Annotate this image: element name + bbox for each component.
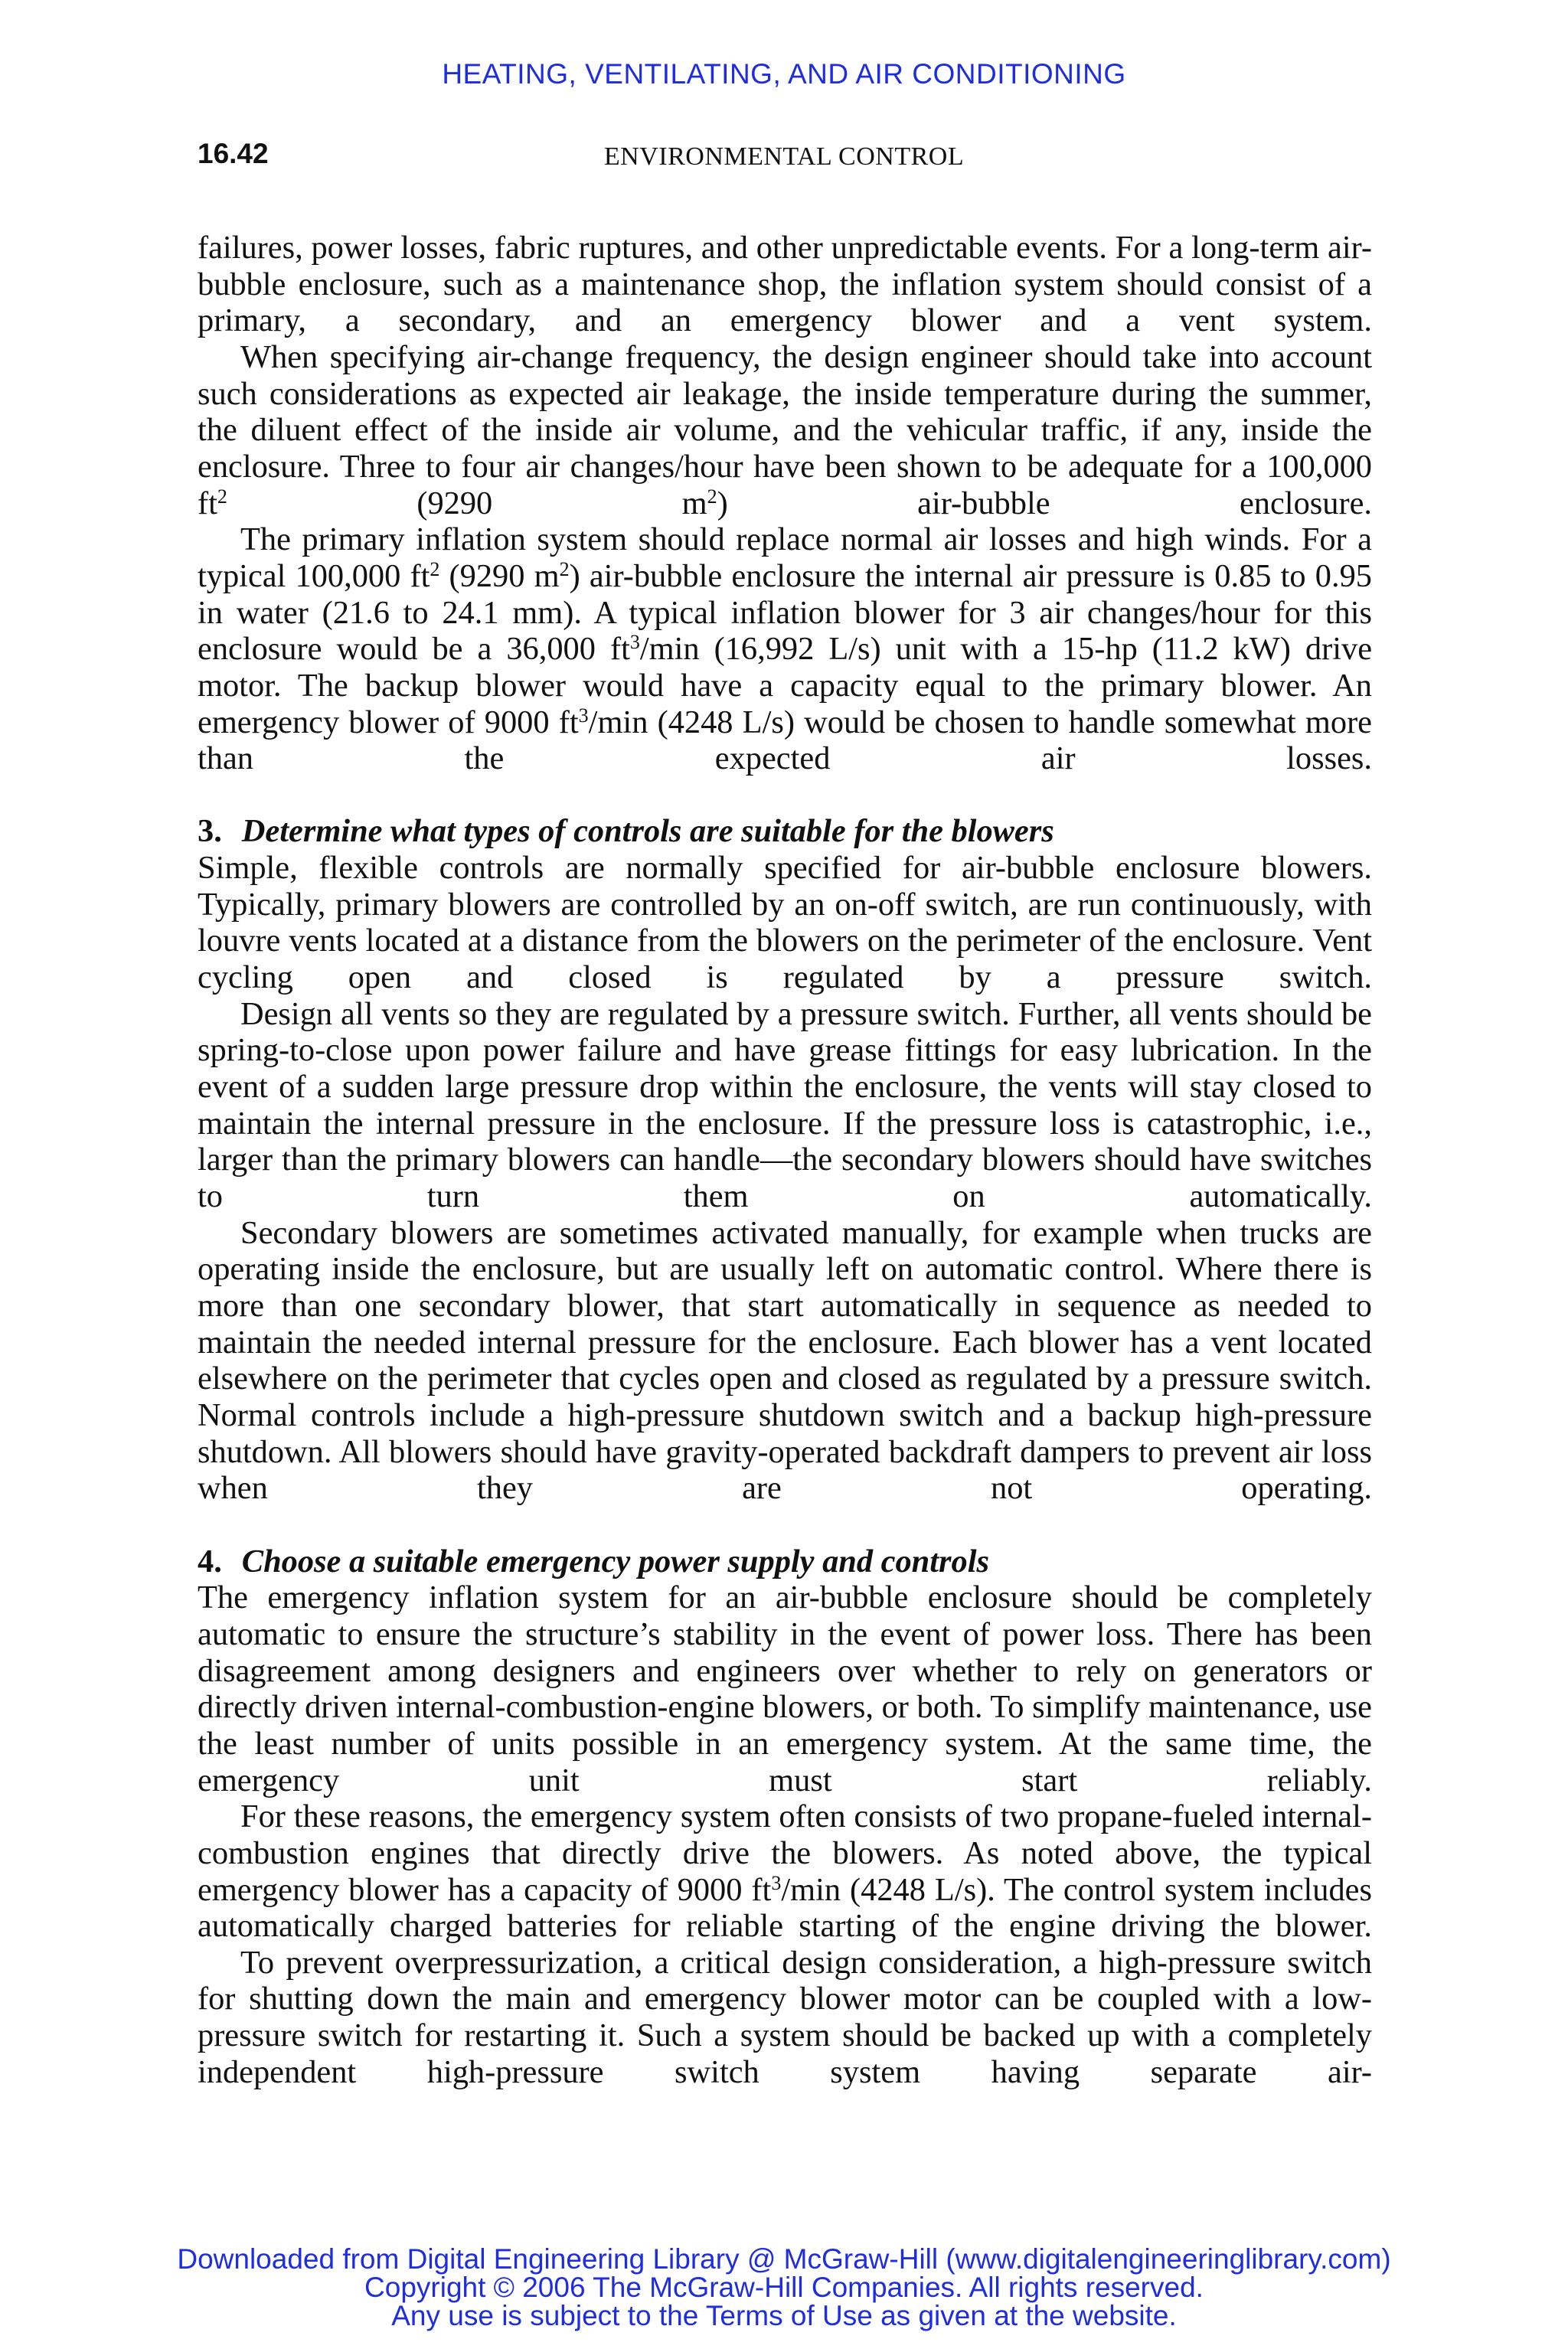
superscript: 2 — [430, 557, 440, 580]
footer — [0, 2245, 1568, 2330]
paragraph-3-text-c: ) air-bubble enclosure the internal air pressure is 0.85 to 0.95 in water (21.6 to 24.1 mm). A typical inflation blower for 3 air changes/hour for this enclosure would be a 36,000 ft — [198, 557, 1372, 668]
page-number: 16.42 — [198, 138, 269, 169]
superscript: 2 — [559, 557, 570, 580]
paragraph-5: Design all vents so they are regulated by a pressure switch. Further, all vents should be spring-to-close upon power failure and have grease fittings for easy lubrication. In the event of a sudden large pressure drop within the enclosure, the vents will stay closed to maintain the internal pressure in the enclosure. If the pressure loss is catastrophic, i.e., larger than the primary blowers can handle—the secondary blowers should have switches to turn them on automatically. — [198, 995, 1372, 1215]
paragraph-7: The emergency inflation system for an air-bubble enclosure should be completely automatic to ensure the structure’s stability in the event of power loss. There has been disagreement among designers and engineers over whether to rely on generators or directly driven internal-combustion-engine blowers, or both. To simplify maintenance, use the least number of units possible in an emergency system. At the same time, the emergency unit must start reliably. — [198, 1579, 1372, 1798]
footer-download-link[interactable]: Downloaded from Digital Engineering Library @ McGraw-Hill (www.digitalengineeringlibrary.com) — [177, 2243, 1391, 2275]
step-3-number: 3. — [198, 813, 222, 850]
paragraph-1: failures, power losses, fabric ruptures, and other unpredictable events. For a long-term air-bubble enclosure, such as a maintenance shop, the inflation system should consist of a primary, a secondary, and an emergency blower and a vent system. — [198, 230, 1372, 339]
paragraph-3-text-d: /min (16,992 L/s) unit with a 15-hp (11.2 kW) drive motor. The backup blower would have a capacity equal to the primary blower. An emergency blower of 9000 ft — [198, 631, 1373, 740]
paragraph-2 — [198, 339, 1372, 521]
step-4-heading — [198, 1544, 1372, 1580]
paragraph-8 — [198, 1798, 1372, 1945]
superscript: 3 — [771, 1871, 782, 1894]
paragraph-2-text-a: When specifying air-change frequency, the design engineer should take into account such considerations as expected air leakage, the inside temperature during the summer, the diluent effect of the inside air volume, and the vehicular traffic, if any, inside the enclosure. Three to four air changes/hour have been shown to be adequate for a 100,000 ft — [198, 338, 1372, 521]
paragraph-6: Secondary blowers are sometimes activated manually, for example when trucks are operating inside the enclosure, but are usually left on automatic control. Where there is more than one secondary blower, that start automatically in sequence as needed to maintain the needed internal pressure for the enclosure. Each blower has a vent located elsewhere on the perimeter that cycles open and closed as regulated by a pressure switch. Normal controls include a high-pressure shutdown switch and a backup high-pressure shutdown. All blowers should have gravity-operated backdraft dampers to prevent air loss when they are not operating. — [198, 1214, 1372, 1507]
footer-terms-link[interactable]: Any use is subject to the Terms of Use as given at the website. — [391, 2300, 1177, 2331]
paragraph-8-text-a: For these reasons, the emergency system often consists of two propane-fueled internal-combustion engines that directly drive the blowers. As noted above, the typical emergency blower has a capacity of 9000 ft — [198, 1798, 1372, 1908]
step-3-title: Determine what types of controls are suitable for the blowers — [241, 813, 1054, 850]
superscript: 3 — [629, 631, 640, 654]
paragraph-3-text-b: (9290 m — [439, 557, 560, 594]
paragraph-3-text-a: The primary inflation system should replace normal air losses and high winds. For a typical 100,000 ft — [198, 521, 1372, 594]
running-head: HEATING, VENTILATING, AND AIR CONDITIONING — [442, 58, 1126, 90]
body-text — [198, 230, 1372, 2090]
paragraph-2-text-b: (9290 m — [227, 485, 707, 521]
paragraph-3-text-e: /min (4248 L/s) would be chosen to handle somewhat more than the expected air losses. — [198, 704, 1372, 777]
superscript: 2 — [217, 485, 227, 508]
step-4-number: 4. — [198, 1543, 222, 1579]
section-title: ENVIRONMENTAL CONTROL — [603, 142, 965, 171]
paragraph-3 — [198, 521, 1372, 777]
paragraph-8-text-b: /min (4248 L/s). The control system includes automatically charged batteries for reliable starting of the engine driving the blower. — [198, 1871, 1372, 1945]
step-3-heading — [198, 813, 1372, 850]
paragraph-4: Simple, flexible controls are normally specified for air-bubble enclosure blowers. Typically, primary blowers are controlled by an on-off switch, are run continuously, with louvre vents located at a distance from the blowers on the perimeter of the enclosure. Vent cycling open and closed is regulated by a pressure switch. — [198, 850, 1372, 996]
footer-copyright: Copyright © 2006 The McGraw-Hill Companies. All rights reserved. — [364, 2272, 1204, 2303]
paragraph-2-text-c: ) air-bubble enclosure. — [717, 485, 1372, 521]
step-4-title: Choose a suitable emergency power supply and controls — [241, 1543, 989, 1579]
paragraph-9: To prevent overpressurization, a critical design consideration, a high-pressure switch for shutting down the main and emergency blower motor can be coupled with a low-pressure switch for restarting it. Such a system should be backed up with a completely independent high-pressure switch system having separate air- — [198, 1944, 1372, 2090]
superscript: 3 — [578, 704, 589, 727]
superscript: 2 — [707, 485, 717, 508]
